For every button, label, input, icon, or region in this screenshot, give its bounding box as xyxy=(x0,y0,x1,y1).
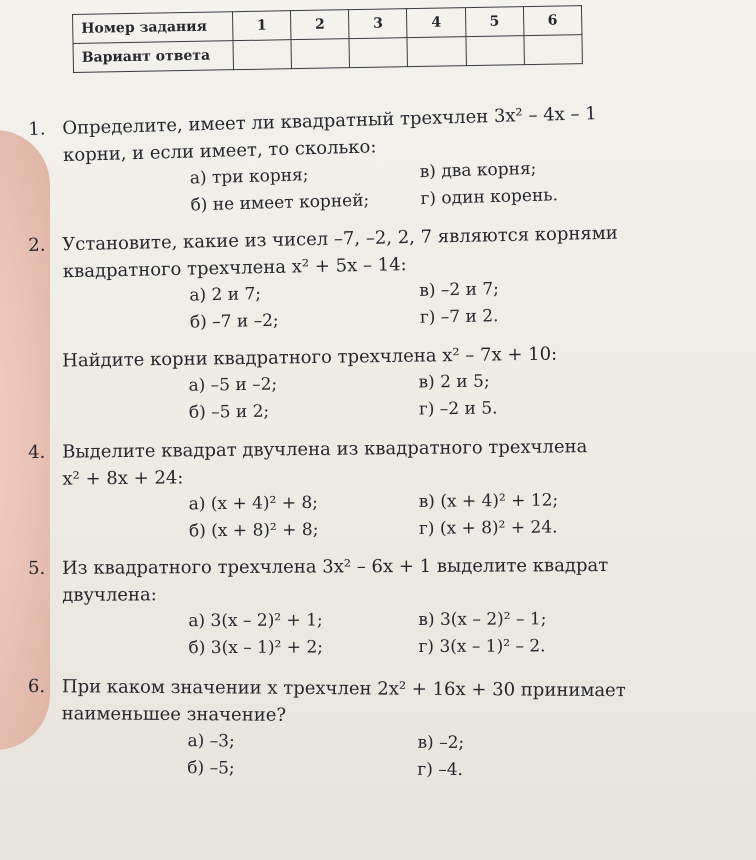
task-text: Из квадратного трехчлена 3x² – 6x + 1 выделите квадрат xyxy=(62,554,609,579)
option-v: в) (x + 4)² + 12; xyxy=(418,490,559,512)
task-number-cell: 3 xyxy=(349,9,408,39)
answer-table xyxy=(72,5,583,73)
task-text: При каком значении x трехчлен 2x² + 16x + 30 принимает xyxy=(61,676,626,702)
option-b: б) 3(x – 1)² + 2; xyxy=(188,637,324,659)
option-g: г) –7 и 2. xyxy=(419,306,499,328)
task-4 xyxy=(28,432,729,547)
task-number-label: Номер задания xyxy=(73,12,233,44)
option-b: б) –7 и –2; xyxy=(189,310,279,333)
task-number: 6. xyxy=(27,675,46,698)
option-b: б) –5 и 2; xyxy=(188,401,270,423)
task-number: 2. xyxy=(28,234,46,256)
task-text: Определите, имеет ли квадратный трехчлен 3x² – 4x – 1 xyxy=(62,103,597,140)
task-3 xyxy=(28,338,729,429)
task-number: 5. xyxy=(28,557,46,579)
option-a: а) –3; xyxy=(187,731,235,752)
task-text: Найдите корни квадратного трехчлена x² – 7x + 10: xyxy=(62,343,558,372)
answer-options xyxy=(189,486,730,546)
option-g: г) –2 и 5. xyxy=(418,398,498,420)
option-v: в) 2 и 5; xyxy=(418,371,490,393)
option-a: а) 3(x – 2)² + 1; xyxy=(188,610,323,632)
answer-variant-label: Вариант ответа xyxy=(73,41,233,73)
option-g: г) 3(x – 1)² – 2. xyxy=(418,636,546,657)
answer-cell xyxy=(291,39,350,69)
task-text: двучлена: xyxy=(62,584,157,606)
option-a: а) 2 и 7; xyxy=(189,284,262,306)
task-number-cell: 1 xyxy=(232,11,291,41)
task-text: Установите, какие из чисел –7, –2, 2, 7 являются корнями xyxy=(62,222,618,256)
option-b: б) –5; xyxy=(187,758,235,779)
task-5 xyxy=(28,551,729,663)
task-text: корни, и если имеет, то сколько: xyxy=(62,136,377,167)
option-v: в) –2 и 7; xyxy=(419,279,500,301)
task-list xyxy=(27,103,728,781)
task-text: наименьшее значение? xyxy=(61,703,287,726)
answer-cell xyxy=(233,40,292,70)
task-text: квадратного трехчлена x² + 5x – 14: xyxy=(62,254,407,283)
answer-options xyxy=(187,728,727,786)
answer-cell xyxy=(524,35,583,65)
task-number: 1. xyxy=(28,118,46,140)
option-v: в) 3(x – 2)² – 1; xyxy=(418,609,547,630)
task-number-cell: 5 xyxy=(465,7,524,37)
task-number-cell: 2 xyxy=(291,10,350,40)
task-text: Выделите квадрат двучлена из квадратного трехчлена xyxy=(62,436,588,463)
option-v: в) два корня; xyxy=(419,158,537,183)
answer-options xyxy=(188,365,729,427)
task-number-cell: 4 xyxy=(407,8,466,38)
task-number-cell: 6 xyxy=(523,6,582,36)
option-g: г) –4. xyxy=(417,759,464,781)
task-6 xyxy=(27,673,728,786)
answer-cell xyxy=(407,37,466,67)
option-a: а) –5 и –2; xyxy=(188,374,278,396)
answer-options xyxy=(188,605,728,662)
option-g: г) (x + 8)² + 24. xyxy=(418,517,558,539)
option-g: г) один корень. xyxy=(420,185,559,210)
task-1 xyxy=(28,96,731,224)
option-v: в) –2; xyxy=(417,732,465,754)
answer-cell xyxy=(349,38,408,68)
option-a: а) три корня; xyxy=(189,165,309,189)
answer-options xyxy=(189,271,730,336)
task-2 xyxy=(28,217,730,340)
task-number: 4. xyxy=(28,441,46,463)
option-b: б) не имеет корней; xyxy=(190,190,370,216)
option-b: б) (x + 8)² + 8; xyxy=(188,519,319,542)
task-text: x² + 8x + 24: xyxy=(62,467,184,490)
option-a: а) (x + 4)² + 8; xyxy=(188,492,319,515)
answer-cell xyxy=(466,36,525,66)
